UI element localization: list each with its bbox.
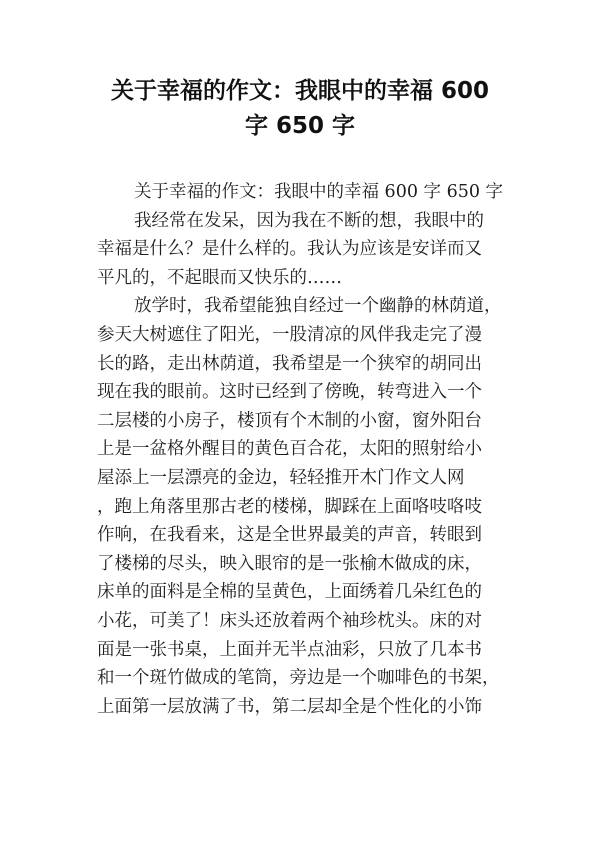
body-line: 长的路，走出林荫道，我希望是一个狭窄的胡同出 <box>97 353 482 374</box>
body-line: 现在我的眼前。这时已经到了傍晚，转弯进入一个 <box>97 382 482 403</box>
body-line: 上是一盆格外醒目的黄色百合花，太阳的照射给小 <box>97 439 482 460</box>
body-line: ，跑上角落里那古老的楼梯，脚踩在上面咯吱咯吱 <box>97 496 482 517</box>
body-line: 屋添上一层漂亮的金边，轻轻推开木门作文人网 <box>97 467 465 488</box>
body-line: 平凡的，不起眼而又快乐的…… <box>97 267 342 288</box>
body-line: 关于幸福的作文：我眼中的幸福 600 字 650 字 <box>134 182 504 202</box>
body-line: 了楼梯的尽头，映入眼帘的是一张榆木做成的床， <box>97 553 482 574</box>
body-line: 放学时，我希望能独自经过一个幽静的林荫道， <box>134 296 502 317</box>
body-line: 面是一张书桌，上面并无半点油彩，只放了几本书 <box>97 639 482 660</box>
body-line: 二层楼的小房子，楼顶有个木制的小窗，窗外阳台 <box>97 410 482 431</box>
body-line: 床单的面料是全棉的呈黄色，上面绣着几朵红色的 <box>97 582 482 603</box>
title-line-1: 关于幸福的作文：我眼中的幸福 600 <box>110 78 490 104</box>
body-line: 作响，在我看来，这是全世界最美的声音，转眼到 <box>97 525 482 546</box>
body-line: 上面第一层放满了书，第二层却全是个性化的小饰 <box>97 696 482 717</box>
body-line: 和一个斑竹做成的笔筒，旁边是一个咖啡色的书架， <box>97 668 500 689</box>
title-line-2: 字 650 字 <box>244 113 356 139</box>
body-line: 参天大树遮住了阳光，一股清凉的风伴我走完了漫 <box>97 324 482 345</box>
body-line: 幸福是什么？是什么样的。我认为应该是安详而又 <box>97 239 482 260</box>
document-body <box>97 178 507 721</box>
document-title <box>60 74 540 144</box>
body-line: 小花，可美了！床头还放着两个袖珍枕头。床的对 <box>97 610 482 631</box>
body-line: 我经常在发呆，因为我在不断的想，我眼中的 <box>134 210 484 231</box>
